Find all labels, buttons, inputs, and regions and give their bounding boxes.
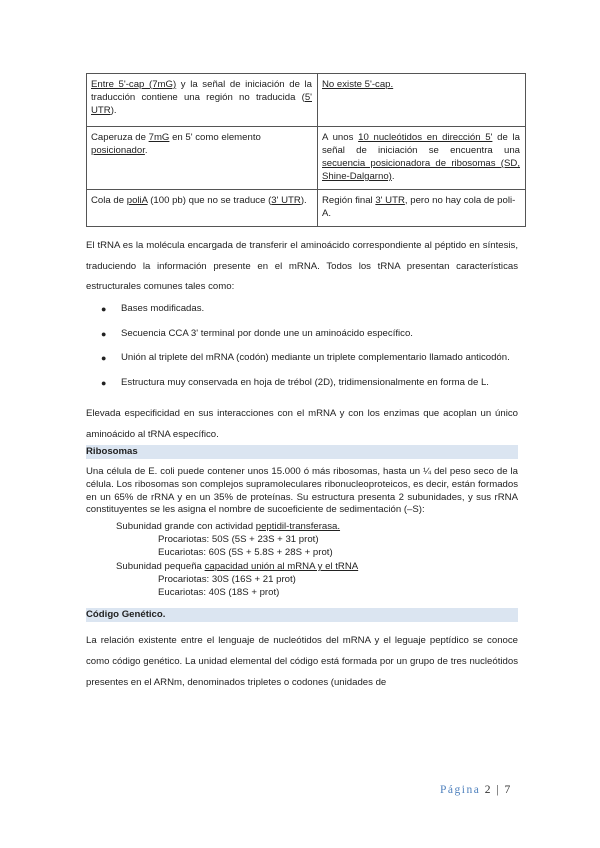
codigo-paragraph: La relación existente entre el lenguaje de nucleótidos del mRNA y el leguaje peptídico se conoce como código genético. La unidad elemental del código está formada por un grupo de tres nucleótidos presentes en el ARNm, denominados tripletes o codones (unidades de	[86, 635, 518, 688]
table-row	[87, 74, 526, 127]
table-cell-prokaryote: Región final 3' UTR, pero no hay cola de poli-A.	[318, 190, 526, 227]
small-subunit-prokaryote: Procariotas: 30S (16S + 21 prot)	[158, 574, 296, 585]
page-footer	[440, 784, 512, 796]
small-subunit-line: Subunidad pequeña capacidad unión al mRNA y el tRNA	[116, 561, 359, 572]
large-subunit-prokaryote: Procariotas: 50S (5S + 23S + 31 prot)	[158, 534, 319, 545]
table-cell-eukaryote: Caperuza de 7mG en 5' como elemento posicionador.	[87, 127, 318, 190]
table-cell-prokaryote: No existe 5'-cap.	[318, 74, 526, 127]
comparison-table	[86, 73, 526, 227]
trna-specificity-paragraph: Elevada especificidad en sus interacciones con el mRNA y con los enzimas que acoplan un único aminoácido al tRNA específico.	[86, 408, 518, 440]
bullet-icon: ●	[101, 353, 107, 363]
trna-features-list	[86, 300, 518, 398]
footer-label: Página	[440, 784, 481, 796]
large-subunit-line: Subunidad grande con actividad peptidil-transferasa.	[116, 521, 341, 532]
list-item: ● Unión al triplete del mRNA (codón) mediante un triplete complementario llamado anticodón.	[86, 349, 518, 368]
small-subunit-eukaryote: Eucariotas: 40S (18S + prot)	[158, 587, 280, 598]
table-cell-eukaryote: Cola de poliA (100 pb) que no se traduce (3' UTR).	[87, 190, 318, 227]
table-row	[87, 190, 526, 227]
bullet-icon: ●	[101, 377, 107, 388]
list-item: ● Estructura muy conservada en hoja de trébol (2D), tridimensionalmente en forma de L.	[86, 374, 518, 393]
page-number: 2 | 7	[484, 784, 512, 796]
ribosomas-paragraph: Una célula de E. coli puede contener unos 15.000 ó más ribosomas, hasta un ¼ del peso seco de la célula. Los ribosomas son complejos supramoleculares ribonucleoproteicos, es decir, están formados en un 65% de rRNA y en un 35% de proteínas. Su estructura presenta 2 subunidades, y sus rRNA constituyentes se les asigna el nombre de sucoeficiente de sedimentación (–S):	[86, 466, 518, 516]
list-item: ● Secuencia CCA 3' terminal por donde une un aminoácido específico.	[86, 325, 518, 344]
trna-paragraph: El tRNA es la molécula encargada de transferir el aminoácido correspondiente al péptido en síntesis, traduciendo la información presente en el mRNA. Todos los tRNA presentan características estructurales comunes tales como:	[86, 240, 518, 292]
section-heading-ribosomas: Ribosomas	[86, 445, 518, 459]
large-subunit-eukaryote: Eucariotas: 60S (5S + 5.8S + 28S + prot)	[158, 547, 333, 558]
table-cell-prokaryote: A unos 10 nucleótidos en dirección 5' de la señal de iniciación se encuentra una secuencia posicionadora de ribosomas (SD, Shine-Dalgarno).	[318, 127, 526, 190]
list-item: ● Bases modificadas.	[86, 300, 518, 319]
bullet-icon: ●	[101, 304, 107, 314]
bullet-icon: ●	[101, 328, 107, 339]
table-cell-eukaryote: Entre 5'-cap (7mG) y la señal de iniciación de la traducción contiene una región no traducida (5' UTR).	[87, 74, 318, 127]
section-heading-codigo: Código Genético.	[86, 608, 518, 622]
table-row	[87, 127, 526, 190]
